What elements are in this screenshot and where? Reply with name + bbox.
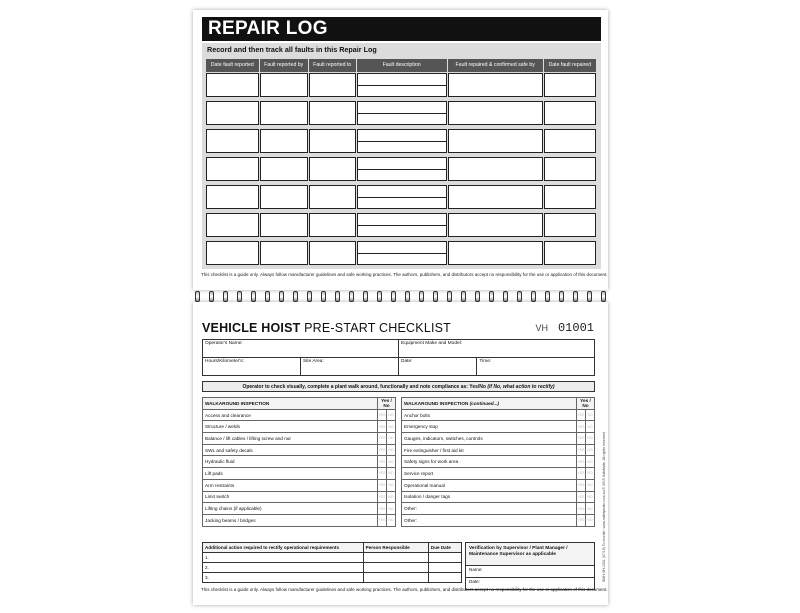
- checklist-row: [203, 479, 396, 491]
- verification-box: [465, 542, 595, 590]
- repair-log-cell[interactable]: [309, 73, 356, 97]
- checklist-item-label: Lifting chains (if applicable): [203, 503, 378, 515]
- due-date-header: Due Date: [428, 543, 461, 553]
- repair-log-row: [206, 241, 596, 265]
- binding-coil: [447, 291, 452, 302]
- row-gap: [206, 210, 596, 212]
- repair-log-cell[interactable]: [357, 241, 447, 265]
- repair-log-cell[interactable]: [544, 157, 596, 181]
- date-field[interactable]: Date:: [399, 358, 477, 376]
- repair-log-cell[interactable]: [206, 73, 259, 97]
- gap-cell: [309, 238, 356, 240]
- checklist-title-rest: PRE-START CHECKLIST: [300, 321, 452, 335]
- action-cell[interactable]: 3.: [203, 573, 364, 583]
- binding-coil: [363, 291, 368, 302]
- cell-divider: [358, 225, 446, 226]
- yes-checkbox[interactable]: YES: [577, 409, 586, 421]
- binding-coil: [223, 291, 228, 302]
- yes-checkbox[interactable]: YES: [577, 444, 586, 456]
- gap-cell: [260, 98, 308, 100]
- gap-cell: [544, 210, 596, 212]
- repair-log-cell[interactable]: [544, 213, 596, 237]
- no-checkbox[interactable]: NO: [586, 421, 595, 433]
- no-checkbox[interactable]: NO: [586, 514, 595, 526]
- action-cell[interactable]: [428, 553, 461, 563]
- hours-field[interactable]: Hours/Kilometer's:: [203, 358, 301, 376]
- no-checkbox[interactable]: NO: [586, 444, 595, 456]
- yes-checkbox[interactable]: YES: [577, 491, 586, 503]
- cell-divider: [358, 169, 446, 170]
- no-checkbox[interactable]: NO: [586, 433, 595, 445]
- continued-note: (continued...): [469, 400, 500, 406]
- instruction-note: (if No, what action to rectify): [487, 384, 555, 390]
- checklist-row: [203, 503, 396, 515]
- checklist-row: [402, 479, 595, 491]
- binding-coil: [503, 291, 508, 302]
- repair-log-cell[interactable]: [206, 185, 259, 209]
- checklist-row: [203, 433, 396, 445]
- binding-coil: [307, 291, 312, 302]
- binding-coil: [601, 291, 606, 302]
- action-cell[interactable]: [363, 573, 428, 583]
- repair-log-row: [206, 213, 596, 237]
- binding-coil: [335, 291, 340, 302]
- binding-coil: [475, 291, 480, 302]
- checklist-item-label: Hydraulic fluid: [203, 456, 378, 468]
- time-field[interactable]: Time:: [477, 358, 595, 376]
- gap-cell: [448, 182, 543, 184]
- checklist-row: [203, 409, 396, 421]
- row-gap: [206, 182, 596, 184]
- checklist-item-label: Other:: [402, 514, 577, 526]
- checklist-item-label: Anchor bolts: [402, 409, 577, 421]
- verification-title: Verification by Supervisor / Plant Manager / Maintenance Supervisor as applicable: [466, 543, 594, 566]
- no-checkbox[interactable]: NO: [586, 491, 595, 503]
- repair-log-cell[interactable]: [544, 241, 596, 265]
- gap-cell: [206, 238, 259, 240]
- repair-log-row: [206, 101, 596, 125]
- repair-log-cell[interactable]: [309, 157, 356, 181]
- gap-cell: [544, 182, 596, 184]
- checklist-row: [203, 514, 396, 526]
- yes-checkbox[interactable]: YES: [378, 409, 387, 421]
- repair-log-row: [206, 185, 596, 209]
- binding-coil: [209, 291, 214, 302]
- row-gap: [206, 154, 596, 156]
- repair-log-cell[interactable]: [357, 129, 447, 153]
- gap-cell: [260, 238, 308, 240]
- info-table: [202, 339, 595, 376]
- cell-divider: [358, 113, 446, 114]
- gap-cell: [309, 98, 356, 100]
- no-checkbox[interactable]: NO: [586, 468, 595, 480]
- binding-coil: [195, 291, 200, 302]
- repair-log-cell[interactable]: [309, 185, 356, 209]
- repair-log-cell[interactable]: [260, 241, 308, 265]
- yes-checkbox[interactable]: YES: [378, 491, 387, 503]
- repair-log-cell[interactable]: [206, 129, 259, 153]
- repair-log-cell[interactable]: [448, 213, 543, 237]
- row-gap: [206, 238, 596, 240]
- action-row: [203, 563, 462, 573]
- repair-log-disclaimer: This checklist is a guide only. Always follow manufacturer guidelines and safe working practices. The authors, publishers, and distributors accept no responsibility for the use or application of this document.: [201, 272, 608, 277]
- walkaround-table-left: [202, 397, 396, 527]
- repair-log-cell[interactable]: [260, 73, 308, 97]
- repair-log-row: [206, 129, 596, 153]
- repair-log-subtitle: Record and then track all faults in this Repair Log: [207, 45, 377, 54]
- walkaround-table-right: [401, 397, 595, 527]
- side-reorder-text: SMH-VH-1001 (07/19) To reorder: www.safetymate.com.au © 2019 SafeMate. All rights reserved.: [602, 431, 606, 582]
- repair-log-cell[interactable]: [448, 101, 543, 125]
- repair-log-cell[interactable]: [448, 157, 543, 181]
- checklist-row: [402, 409, 595, 421]
- checklist-title: [202, 321, 451, 335]
- gap-cell: [448, 210, 543, 212]
- gap-cell: [206, 154, 259, 156]
- binding-coil: [237, 291, 242, 302]
- checklist-item-label: Fire extinguisher / first aid kit: [402, 444, 577, 456]
- checklist-row: [402, 503, 595, 515]
- checklist-row: [402, 421, 595, 433]
- no-checkbox[interactable]: NO: [387, 421, 396, 433]
- yes-checkbox[interactable]: YES: [577, 456, 586, 468]
- checklist-item-label: Operational manual: [402, 479, 577, 491]
- no-checkbox[interactable]: NO: [387, 514, 396, 526]
- repair-log-cell[interactable]: [206, 101, 259, 125]
- gap-cell: [544, 238, 596, 240]
- no-checkbox[interactable]: NO: [387, 503, 396, 515]
- gap-cell: [357, 126, 447, 128]
- repair-log-cell[interactable]: [260, 185, 308, 209]
- checklist-item-label: Limit switch: [203, 491, 378, 503]
- repair-log-cell[interactable]: [448, 129, 543, 153]
- repair-log-cell[interactable]: [309, 241, 356, 265]
- checklist-sheet: [193, 302, 608, 605]
- gap-cell: [260, 210, 308, 212]
- verification-date-field[interactable]: Date:: [469, 579, 480, 584]
- yes-checkbox[interactable]: YES: [378, 503, 387, 515]
- gap-cell: [357, 154, 447, 156]
- yes-checkbox[interactable]: YES: [378, 468, 387, 480]
- yes-checkbox[interactable]: YES: [378, 456, 387, 468]
- no-checkbox[interactable]: NO: [586, 409, 595, 421]
- operator-name-field[interactable]: Operator's Name:: [203, 340, 399, 358]
- binding-coil: [251, 291, 256, 302]
- checklist-row: [402, 444, 595, 456]
- binding-coil: [587, 291, 592, 302]
- gap-cell: [448, 154, 543, 156]
- action-table: [202, 542, 462, 583]
- gap-cell: [357, 238, 447, 240]
- binding-coil: [559, 291, 564, 302]
- spiral-binding: [193, 291, 608, 302]
- action-cell[interactable]: [428, 563, 461, 573]
- serial-prefix: VH: [535, 323, 548, 333]
- equipment-field[interactable]: Equipment Make and Model:: [399, 340, 595, 358]
- yes-checkbox[interactable]: YES: [577, 514, 586, 526]
- gap-cell: [309, 154, 356, 156]
- checklist-row: [203, 421, 396, 433]
- binding-coil: [405, 291, 410, 302]
- repair-log-row: [206, 157, 596, 181]
- repair-log-cell[interactable]: [357, 101, 447, 125]
- gap-cell: [357, 182, 447, 184]
- cell-divider: [358, 197, 446, 198]
- column-header: Date fault repaired: [544, 59, 596, 72]
- checklist-item-label: Emergency stop: [402, 421, 577, 433]
- repair-log-table: [205, 58, 597, 266]
- binding-coil: [545, 291, 550, 302]
- repair-log-cell[interactable]: [448, 73, 543, 97]
- no-checkbox[interactable]: NO: [387, 491, 396, 503]
- walkaround-header-text: WALKAROUND INSPECTION: [404, 400, 470, 406]
- repair-log-row: [206, 73, 596, 97]
- repair-log-cell[interactable]: [544, 185, 596, 209]
- yes-checkbox[interactable]: YES: [378, 421, 387, 433]
- site-area-field[interactable]: Site Area:: [301, 358, 399, 376]
- gap-cell: [448, 98, 543, 100]
- gap-cell: [260, 154, 308, 156]
- yes-checkbox[interactable]: YES: [378, 514, 387, 526]
- yes-no-header: Yes / No: [577, 398, 595, 410]
- repair-log-cell[interactable]: [357, 185, 447, 209]
- repair-log-cell[interactable]: [544, 73, 596, 97]
- checklist-row: [203, 444, 396, 456]
- binding-coil: [321, 291, 326, 302]
- checklist-item-label: Access and clearance: [203, 409, 378, 421]
- repair-log-sheet: [193, 10, 608, 290]
- checklist-item-label: Arm restraints: [203, 479, 378, 491]
- no-checkbox[interactable]: NO: [586, 479, 595, 491]
- gap-cell: [544, 98, 596, 100]
- repair-log-cell[interactable]: [448, 241, 543, 265]
- checklist-row: [203, 491, 396, 503]
- binding-coil: [489, 291, 494, 302]
- repair-log-cell[interactable]: [260, 129, 308, 153]
- gap-cell: [206, 98, 259, 100]
- no-checkbox[interactable]: NO: [586, 503, 595, 515]
- repair-log-cell[interactable]: [357, 73, 447, 97]
- repair-log-cell[interactable]: [260, 213, 308, 237]
- cell-divider: [358, 141, 446, 142]
- checklist-row: [402, 514, 595, 526]
- action-row: [203, 573, 462, 583]
- cell-divider: [358, 253, 446, 254]
- gap-cell: [260, 126, 308, 128]
- person-responsible-header: Person Responsible: [363, 543, 428, 553]
- gap-cell: [357, 98, 447, 100]
- checklist-item-label: Balance / lift cables / lifting screw and nut: [203, 433, 378, 445]
- checklist-row: [203, 468, 396, 480]
- yes-checkbox[interactable]: YES: [577, 421, 586, 433]
- yes-checkbox[interactable]: YES: [577, 468, 586, 480]
- gap-cell: [309, 182, 356, 184]
- repair-log-cell[interactable]: [309, 129, 356, 153]
- gap-cell: [448, 238, 543, 240]
- column-header: Fault reported to: [309, 59, 356, 72]
- column-header: Date fault reported: [206, 59, 259, 72]
- serial-number: [535, 321, 594, 335]
- action-header: Additional action required to rectify operational requirements: [203, 543, 364, 553]
- gap-cell: [309, 210, 356, 212]
- no-checkbox[interactable]: NO: [387, 444, 396, 456]
- binding-coil: [433, 291, 438, 302]
- no-checkbox[interactable]: NO: [387, 479, 396, 491]
- no-checkbox[interactable]: NO: [586, 456, 595, 468]
- instruction-text: Operator to check visually, complete a plant walk around, functionally and note compliance as: Yes/No: [242, 384, 488, 390]
- yes-checkbox[interactable]: YES: [577, 479, 586, 491]
- repair-log-cell[interactable]: [206, 157, 259, 181]
- repair-log-cell[interactable]: [206, 241, 259, 265]
- gap-cell: [544, 126, 596, 128]
- repair-log-cell[interactable]: [357, 157, 447, 181]
- checklist-item-label: Safety signs for work area: [402, 456, 577, 468]
- checklist-row: [402, 468, 595, 480]
- gap-cell: [309, 126, 356, 128]
- checklist-item-label: Structure / welds: [203, 421, 378, 433]
- checklist-item-label: Isolation / danger tags: [402, 491, 577, 503]
- checklist-row: [402, 456, 595, 468]
- action-cell[interactable]: [363, 553, 428, 563]
- column-header: Fault description: [357, 59, 447, 72]
- no-checkbox[interactable]: NO: [387, 409, 396, 421]
- serial-value: 01001: [557, 321, 594, 335]
- repair-log-cell[interactable]: [309, 213, 356, 237]
- yes-checkbox[interactable]: YES: [577, 503, 586, 515]
- action-row: [203, 553, 462, 563]
- action-cell[interactable]: [363, 563, 428, 573]
- cell-divider: [358, 85, 446, 86]
- binding-coil: [419, 291, 424, 302]
- repair-log-cell[interactable]: [260, 157, 308, 181]
- binding-coil: [349, 291, 354, 302]
- walkaround-header-continued: [402, 398, 577, 410]
- repair-log-cell[interactable]: [448, 185, 543, 209]
- binding-coil: [391, 291, 396, 302]
- gap-cell: [206, 182, 259, 184]
- repair-log-title: REPAIR LOG: [202, 17, 601, 41]
- repair-log-cell[interactable]: [206, 213, 259, 237]
- walkaround-header: WALKAROUND INSPECTION: [203, 398, 378, 410]
- verification-name-field[interactable]: Name:: [466, 566, 594, 578]
- checklist-row: [402, 433, 595, 445]
- action-cell[interactable]: 2.: [203, 563, 364, 573]
- checklist-item-label: SWL and safety decals: [203, 444, 378, 456]
- action-cell[interactable]: 1.: [203, 553, 364, 563]
- checklist-disclaimer: This checklist is a guide only. Always follow manufacturer guidelines and safe working practices. The authors, publishers, and distributors accept no responsibility for the use or application of this document.: [201, 587, 608, 592]
- yes-checkbox[interactable]: YES: [378, 433, 387, 445]
- repair-log-cell[interactable]: [309, 101, 356, 125]
- binding-coil: [377, 291, 382, 302]
- binding-coil: [573, 291, 578, 302]
- checklist-item-label: Other:: [402, 503, 577, 515]
- repair-log-cell[interactable]: [544, 129, 596, 153]
- action-cell[interactable]: [428, 573, 461, 583]
- checklist-item-label: Lift pads: [203, 468, 378, 480]
- checklist-item-label: Jacking beams / bridges: [203, 514, 378, 526]
- binding-coil: [517, 291, 522, 302]
- repair-log-cell[interactable]: [357, 213, 447, 237]
- checklist-item-label: Service report: [402, 468, 577, 480]
- gap-cell: [448, 126, 543, 128]
- binding-coil: [279, 291, 284, 302]
- yes-no-header: Yes / No: [378, 398, 396, 410]
- gap-cell: [357, 210, 447, 212]
- no-checkbox[interactable]: NO: [387, 433, 396, 445]
- row-gap: [206, 126, 596, 128]
- yes-checkbox[interactable]: YES: [577, 433, 586, 445]
- column-header: Fault reported by: [260, 59, 308, 72]
- binding-coil: [461, 291, 466, 302]
- no-checkbox[interactable]: NO: [387, 456, 396, 468]
- gap-cell: [260, 182, 308, 184]
- repair-log-cell[interactable]: [260, 101, 308, 125]
- binding-coil: [531, 291, 536, 302]
- no-checkbox[interactable]: NO: [387, 468, 396, 480]
- instruction-bar: [202, 381, 595, 392]
- binding-coil: [293, 291, 298, 302]
- row-gap: [206, 98, 596, 100]
- yes-checkbox[interactable]: YES: [378, 479, 387, 491]
- checklist-row: [203, 456, 396, 468]
- gap-cell: [544, 154, 596, 156]
- column-header: Fault repaired & confirmed safe by: [448, 59, 543, 72]
- gap-cell: [206, 210, 259, 212]
- repair-log-cell[interactable]: [544, 101, 596, 125]
- checklist-item-label: Gauges, indicators, switches, controls: [402, 433, 577, 445]
- gap-cell: [206, 126, 259, 128]
- yes-checkbox[interactable]: YES: [378, 444, 387, 456]
- checklist-row: [402, 491, 595, 503]
- checklist-title-bold: VEHICLE HOIST: [202, 321, 301, 335]
- binding-coil: [265, 291, 270, 302]
